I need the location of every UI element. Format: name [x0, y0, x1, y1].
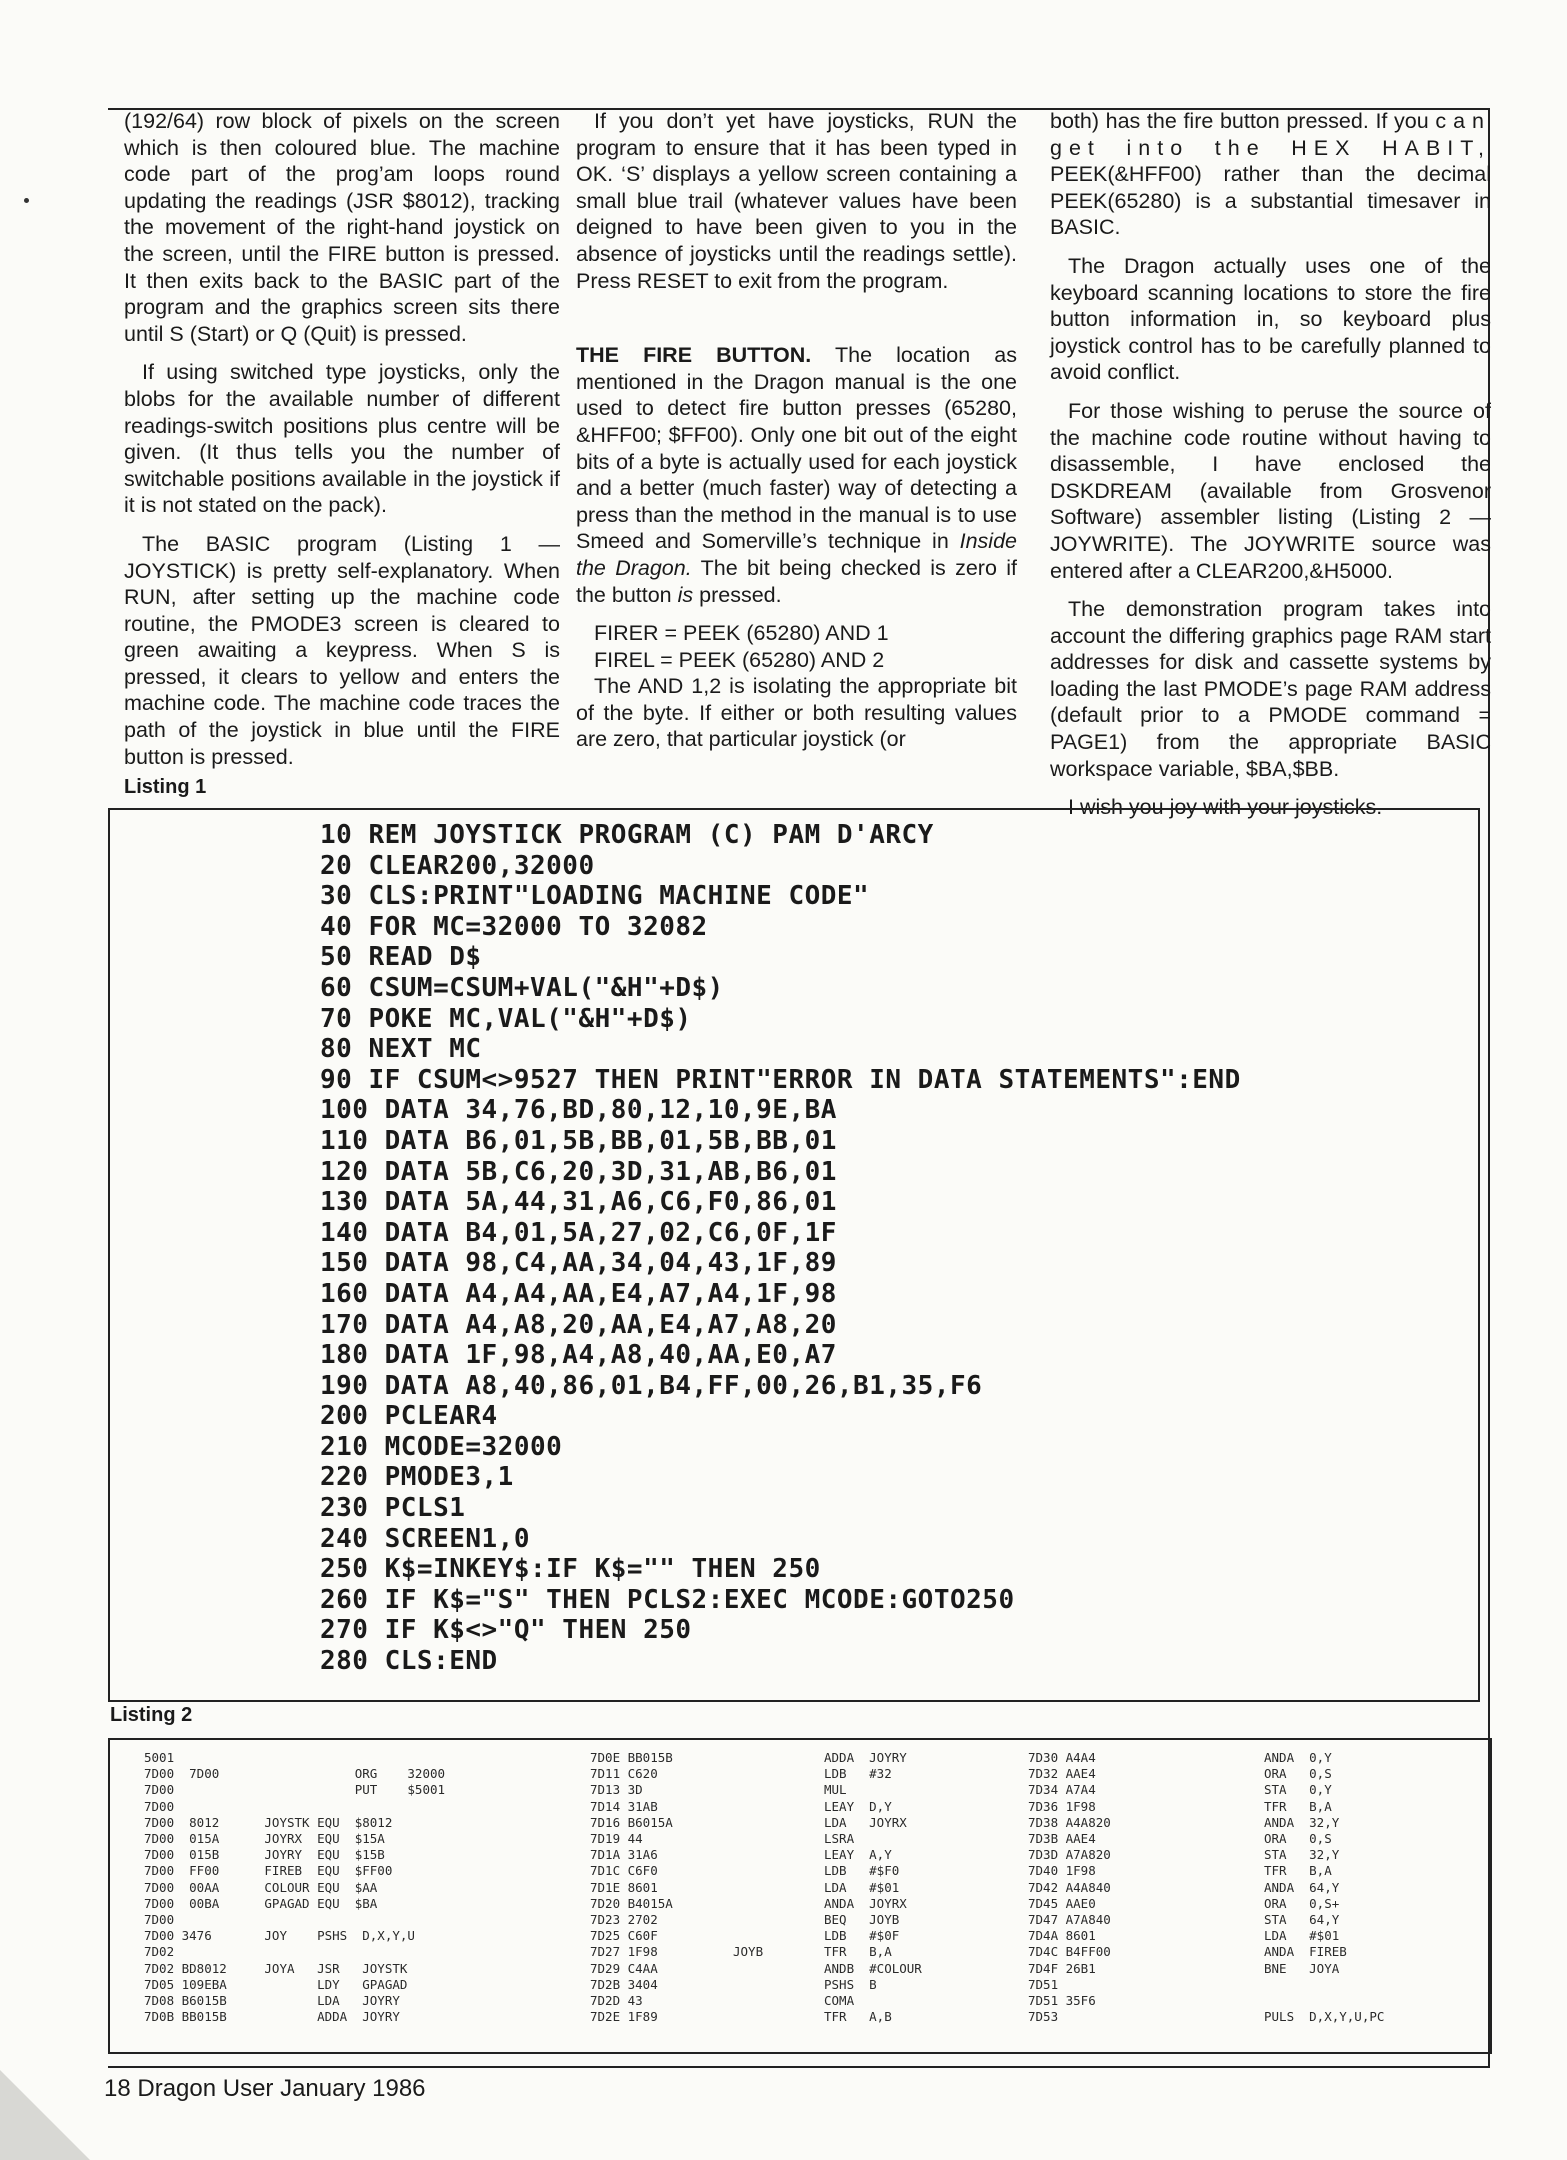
col3-paragraph-4: The demonstration program takes into account the differing graphics page RAM start addresses for disk and cassette systems by loading the last PMODE’s page RAM address (default prior to a PMODE command = PAGE1) from the appropriate BASIC workspace variable, $BA,$BB.	[1050, 597, 1491, 781]
fire-button-heading: THE FIRE BUTTON.	[576, 343, 812, 368]
col3-paragraph-1	[1050, 108, 1491, 241]
listing-2-column-1: 5001 7D00 7D00 ORG 32000 7D00 PUT $5001 7D00 7D00 8012 JOYSTK EQU $8012 7D00 015A JOYRX EQU $15A 7D00 015B JOYRY EQU $15B 7D00 FF00 FIREB EQU $FF00 7D00 00AA COLOUR EQU $AA 7D00 00BA GPAGAD EQU $BA 7D00 7D00 3476 JOY PSHS D,X,Y,U 7D02 7D02 BD8012 JOYA JSR JOYSTK 7D05 109EBA LDY GPAGAD 7D08 B6015B LDA JOYRY 7D0B BB015B ADDA JOYRY	[144, 1750, 446, 2025]
col3-paragraph-2: The Dragon actually uses one of the keyboard scanning locations to store the fire button information in, so keyboard plus joystick control has to be carefully planned to avoid conflict.	[1050, 253, 1491, 385]
col2-paragraph-2c: pressed.	[699, 582, 782, 607]
print-speck	[24, 198, 29, 203]
article-column-1	[124, 108, 560, 782]
col2-paragraph-2a: The location as mentioned in the Dragon manual is the one used to detect fire button presses (65280, &HFF00; $FF00). Only one bit out of the eight bits of a byte is actually used for each joystick and a better (much faster) way of detecting a press than the method in the manual is to use Smeed and Somerville’s technique in	[576, 343, 1017, 554]
col3-paragraph-5: I wish you joy with your joysticks.	[1068, 795, 1383, 820]
col2-paragraph-3: The AND 1,2 is isolating the appropriate bit of the byte. If either or both resulting values are zero, that particular joystick (or	[576, 674, 1017, 752]
col2-paragraph-1: If you don’t yet have joysticks, RUN the program to ensure that it has been typed in OK. ‘S’ displays a yellow screen containing a small blue trail (whatever values have been deigned to have been given to you in the absence of joysticks until the readings settle). Press RESET to exit from the program.	[576, 109, 1017, 293]
listing-1-caption: Listing 1	[124, 776, 207, 798]
col2-fire-button-paragraph	[576, 342, 1017, 608]
article-column-3	[1050, 108, 1491, 833]
article-column-2	[576, 108, 1017, 765]
firer-statement: FIRER = PEEK (65280) AND 1	[594, 621, 889, 646]
emphasis-is: is	[677, 582, 694, 607]
listing-2-column-4: 7D30 A4A4 7D32 AAE4 7D34 A7A4 7D36 1F98 7D38 A4A820 7D3B AAE4 7D3D A7A820 7D40 1F98 7D42 A4A840 7D45 AAE0 7D47 A7A840 7D4A 8601 7D4C B4FF00 7D4F 26B1 7D51 7D51 35F6 7D53	[1028, 1750, 1111, 2025]
col1-paragraph-3: The BASIC program (Listing 1 — JOYSTICK) is pretty self-explanatory. When RUN, after setting up the machine code routine, the PMODE3 screen is cleared to green awaiting a keypress. When S is pressed, it clears to yellow and enters the machine code. The machine code traces the path of the joystick in blue until the FIRE button is pressed.	[124, 531, 560, 769]
listing-2-caption: Listing 2	[110, 1704, 193, 1726]
col2-paragraph-2b: The bit being checked is zero if the button	[576, 555, 1017, 607]
listing-2-column-5: ANDA 0,Y ORA 0,S STA 0,Y TFR B,A ANDA 32,Y ORA 0,S STA 32,Y TFR B,A ANDA 64,Y ORA 0,S+ STA 64,Y LDA #$01 ANDA FIREB BNE JOYA PULS D,X,Y,U,PC	[1264, 1750, 1385, 2025]
col3-paragraph-1b: PEEK(&HFF00) rather than the decimal PEEK(65280) is a substantial timesaver in BASIC.	[1050, 162, 1491, 240]
firel-statement: FIREL = PEEK (65280) AND 2	[594, 647, 885, 672]
col3-paragraph-3: For those wishing to peruse the source of the machine code routine without having to disassemble, I have enclosed the DSKDREAM (available from Grosvenor Software) assembler listing (Listing 2 — JOYWRITE). The JOYWRITE source was entered after a CLEAR200,&H5000.	[1050, 398, 1491, 583]
book-title: Inside the Dragon.	[576, 529, 1017, 580]
col3-paragraph-1-spaced: can get into the HEX HABIT,	[1050, 109, 1491, 160]
bottom-rule	[108, 2066, 1490, 2068]
listing-1-code: 10 REM JOYSTICK PROGRAM (C) PAM D'ARCY 20 CLEAR200,32000 30 CLS:PRINT"LOADING MACHINE CODE" 40 FOR MC=32000 TO 32082 50 READ D$ 60 CSUM=CSUM+VAL("&H"+D$) 70 POKE MC,VAL("&H"+D$) 80 NEXT MC 90 IF CSUM<>9527 THEN PRINT"ERROR IN DATA STATEMENTS":END 100 DATA 34,76,BD,80,12,10,9E,BA 110 DATA B6,01,5B,BB,01,5B,BB,01 120 DATA 5B,C6,20,3D,31,AB,B6,01 130 DATA 5A,44,31,A6,C6,F0,86,01 140 DATA B4,01,5A,27,02,C6,0F,1F 150 DATA 98,C4,AA,34,04,43,1F,89 160 DATA A4,A4,AA,E4,A7,A4,1F,98 170 DATA A4,A8,20,AA,E4,A7,A8,20 180 DATA 1F,98,A4,A8,40,AA,E0,A7 190 DATA A8,40,86,01,B4,FF,00,26,B1,35,F6 200 PCLEAR4 210 MCODE=32000 220 PMODE3,1 230 PCLS1 240 SCREEN1,0 250 K$=INKEY$:IF K$="" THEN 250 260 IF K$="S" THEN PCLS2:EXEC MCODE:GOTO250 270 IF K$<>"Q" THEN 250 280 CLS:END	[320, 820, 1241, 1677]
col3-paragraph-1a: both) has the fire button pressed. If you	[1050, 109, 1429, 133]
listing-2-column-3: ADDA JOYRY LDB #32 MUL LEAY D,Y LDA JOYRX LSRA LEAY A,Y LDB #$F0 LDA #$01 ANDA JOYRX BEQ JOYB LDB #$0F TFR B,A ANDB #COLOUR PSHS B COMA TFR A,B	[824, 1750, 922, 2025]
listing-1-box	[108, 808, 1480, 1702]
listing-2-column-2: 7D0E BB015B 7D11 C620 7D13 3D 7D14 31AB 7D16 B6015A 7D19 44 7D1A 31A6 7D1C C6F0 7D1E 8601 7D20 B4015A 7D23 2702 7D25 C60F 7D27 1F98 JOYB 7D29 C4AA 7D2B 3404 7D2D 43 7D2E 1F89	[590, 1750, 764, 2025]
listing-2-box	[108, 1738, 1492, 2054]
page-footer: 18 Dragon User January 1986	[104, 2075, 426, 2102]
col1-paragraph-1: (192/64) row block of pixels on the screen which is then coloured blue. The machine code part of the prog’am loops round updating the readings (JSR $8012), tracking the movement of the right-hand joystick on the screen, until the FIRE button is pressed. It then exits back to the BASIC part of the program and the graphics screen sits there until S (Start) or Q (Quit) is pressed.	[124, 109, 560, 346]
col1-paragraph-2: If using switched type joysticks, only the blobs for the available number of different readings-switch positions plus centre will be given. (It thus tells you the number of switchable positions available in the joystick if it is not stated on the pack).	[124, 360, 560, 518]
page-curl	[0, 2070, 90, 2160]
